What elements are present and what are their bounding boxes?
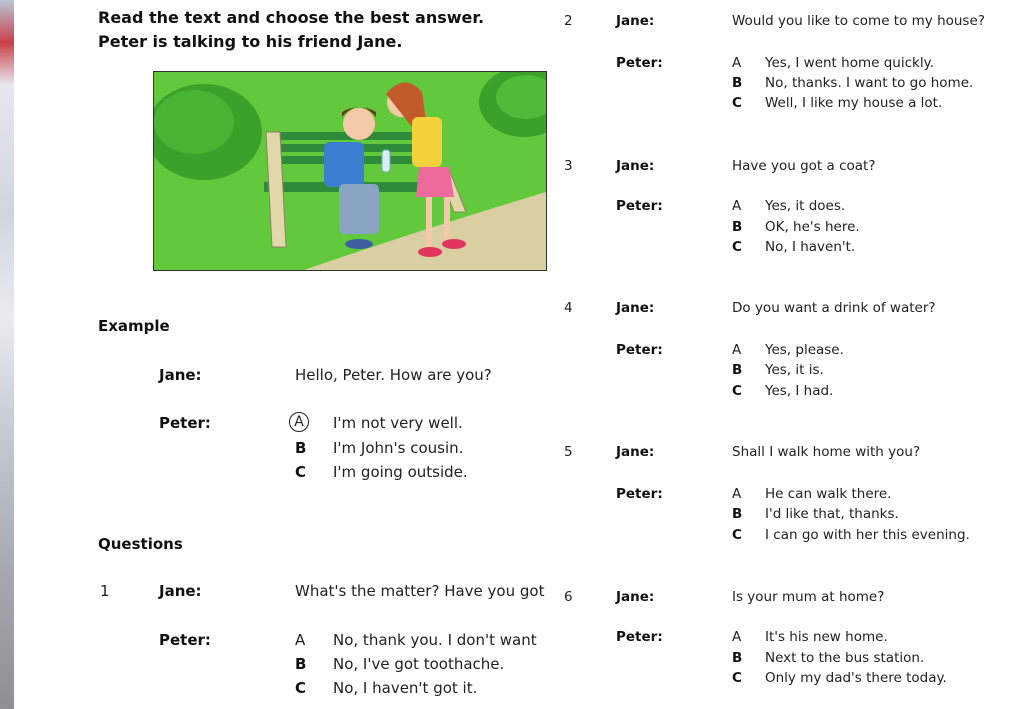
q4-option-a-text: Yes, please. <box>765 342 844 358</box>
q3-peter-label: Peter: <box>616 198 663 214</box>
q6-peter-label: Peter: <box>616 629 663 645</box>
q6-jane-label: Jane: <box>616 589 655 605</box>
q5-option-a-text: He can walk there. <box>765 486 892 502</box>
q6-option-a-text: It's his new home. <box>765 629 888 645</box>
instruction-line-1: Read the text and choose the best answer. <box>98 8 485 27</box>
instruction-line-2: Peter is talking to his friend Jane. <box>98 32 403 51</box>
q5-jane-label: Jane: <box>616 444 655 460</box>
q1-number: 1 <box>100 582 110 600</box>
q5-option-c-text: I can go with her this evening. <box>765 527 970 543</box>
q2-jane-label: Jane: <box>616 13 655 29</box>
q2-peter-label: Peter: <box>616 55 663 71</box>
example-heading: Example <box>98 317 170 335</box>
q3-number: 3 <box>564 158 573 174</box>
q6-option-c-letter[interactable]: C <box>732 670 742 686</box>
q1-option-c-letter[interactable]: C <box>295 679 307 697</box>
q5-option-c-letter[interactable]: C <box>732 527 742 543</box>
q4-option-c-letter[interactable]: C <box>732 383 742 399</box>
q1-jane-text: What's the matter? Have you got <box>295 582 545 600</box>
q3-option-a-letter[interactable]: A <box>732 198 742 214</box>
example-option-a-text: I'm not very well. <box>333 414 463 432</box>
park-scene-drawing <box>154 72 546 270</box>
q5-peter-label: Peter: <box>616 486 663 502</box>
q4-option-b-text: Yes, it is. <box>765 362 824 378</box>
example-option-b-letter: B <box>295 439 307 457</box>
answer-circle: A <box>289 412 309 432</box>
q6-option-b-letter[interactable]: B <box>732 650 743 666</box>
background-edge <box>0 0 14 709</box>
q5-option-b-letter[interactable]: B <box>732 506 743 522</box>
q6-jane-text: Is your mum at home? <box>732 589 885 605</box>
q3-jane-label: Jane: <box>616 158 655 174</box>
q2-option-b-letter[interactable]: B <box>732 75 743 91</box>
q3-option-c-text: No, I haven't. <box>765 239 856 255</box>
park-illustration <box>153 71 547 271</box>
q4-peter-label: Peter: <box>616 342 663 358</box>
q3-option-b-letter[interactable]: B <box>732 219 743 235</box>
q2-option-a-text: Yes, I went home quickly. <box>765 55 934 71</box>
q1-peter-label: Peter: <box>159 631 211 649</box>
q2-option-c-letter[interactable]: C <box>732 95 742 111</box>
q5-option-b-text: I'd like that, thanks. <box>765 506 899 522</box>
q1-option-b-text: No, I've got toothache. <box>333 655 505 673</box>
q1-option-a-text: No, thank you. I don't want <box>333 631 537 649</box>
q2-option-a-letter[interactable]: A <box>732 55 742 71</box>
q2-option-c-text: Well, I like my house a lot. <box>765 95 943 111</box>
example-option-c-letter: C <box>295 463 307 481</box>
example-peter-label: Peter: <box>159 414 211 432</box>
q4-option-b-letter[interactable]: B <box>732 362 743 378</box>
q5-jane-text: Shall I walk home with you? <box>732 444 921 460</box>
q4-jane-label: Jane: <box>616 300 655 316</box>
example-jane-text: Hello, Peter. How are you? <box>295 366 492 384</box>
q3-option-c-letter[interactable]: C <box>732 239 742 255</box>
q6-option-b-text: Next to the bus station. <box>765 650 925 666</box>
questions-heading: Questions <box>98 535 183 553</box>
q4-number: 4 <box>564 300 573 316</box>
q2-jane-text: Would you like to come to my house? <box>732 13 985 29</box>
q4-option-c-text: Yes, I had. <box>765 383 834 399</box>
q3-jane-text: Have you got a coat? <box>732 158 876 174</box>
q1-jane-label: Jane: <box>159 582 202 600</box>
q1-option-b-letter[interactable]: B <box>295 655 307 673</box>
q2-option-b-text: No, thanks. I want to go home. <box>765 75 974 91</box>
q3-option-a-text: Yes, it does. <box>765 198 846 214</box>
example-option-c-text: I'm going outside. <box>333 463 468 481</box>
q2-number: 2 <box>564 13 573 29</box>
example-option-b-text: I'm John's cousin. <box>333 439 464 457</box>
q6-option-a-letter[interactable]: A <box>732 629 742 645</box>
q3-option-b-text: OK, he's here. <box>765 219 860 235</box>
q1-option-a-letter[interactable]: A <box>295 631 306 649</box>
q5-option-a-letter[interactable]: A <box>732 486 742 502</box>
q4-jane-text: Do you want a drink of water? <box>732 300 936 316</box>
q5-number: 5 <box>564 444 573 460</box>
q1-option-c-text: No, I haven't got it. <box>333 679 478 697</box>
example-option-a-letter <box>289 412 309 432</box>
q6-option-c-text: Only my dad's there today. <box>765 670 947 686</box>
q4-option-a-letter[interactable]: A <box>732 342 742 358</box>
example-jane-label: Jane: <box>159 366 202 384</box>
q6-number: 6 <box>564 589 573 605</box>
